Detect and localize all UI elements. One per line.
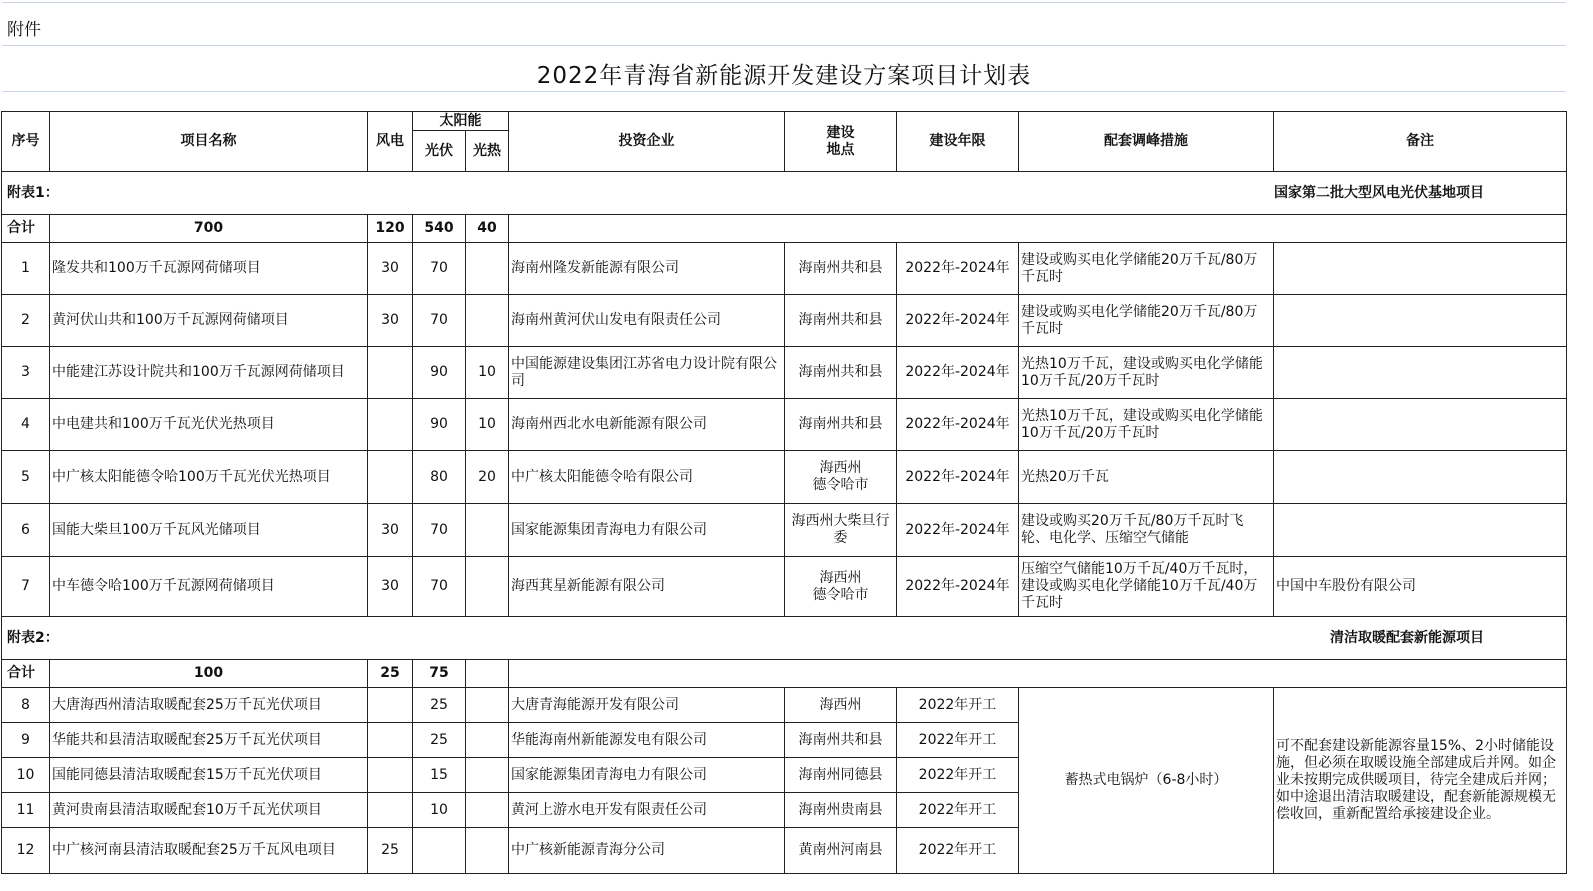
header-solar-thermal: 光热	[466, 131, 509, 172]
cell-pv: 15	[413, 758, 466, 793]
cell-remarks	[1274, 347, 1567, 399]
cell-seq: 3	[2, 347, 50, 399]
cell-pv: 25	[413, 723, 466, 758]
cell-period: 2022年-2024年	[897, 451, 1019, 504]
cell-remarks	[1274, 504, 1567, 557]
cell-wind	[368, 399, 413, 451]
cell-period: 2022年开工	[897, 723, 1019, 758]
cell-pv: 25	[413, 688, 466, 723]
table-row	[2, 243, 1567, 295]
table-row	[2, 399, 1567, 451]
cell-investor: 海南州隆发新能源有限公司	[509, 243, 785, 295]
cell-thermal	[466, 243, 509, 295]
header-period: 建设年限	[897, 112, 1019, 172]
cell-pv: 70	[413, 295, 466, 347]
cell-wind: 30	[368, 243, 413, 295]
cell-seq: 11	[2, 793, 50, 828]
total-project: 700	[50, 215, 368, 243]
cell-period: 2022年开工	[897, 688, 1019, 723]
cell-thermal: 10	[466, 399, 509, 451]
cell-location: 海西州 德令哈市	[785, 451, 897, 504]
cell-wind: 30	[368, 557, 413, 617]
table-row	[2, 504, 1567, 557]
cell-pv: 70	[413, 504, 466, 557]
attachment-label: 附件	[7, 20, 41, 40]
cell-period: 2022年-2024年	[897, 504, 1019, 557]
cell-project-name: 黄河伏山共和100万千瓦源网荷储项目	[50, 295, 368, 347]
cell-investor: 海南州西北水电新能源有限公司	[509, 399, 785, 451]
cell-project-name: 黄河贵南县清洁取暖配套10万千瓦光伏项目	[50, 793, 368, 828]
cell-measures: 压缩空气储能10万千瓦/40万千瓦时，建设或购买电化学储能10万千瓦/40万千瓦时	[1019, 557, 1274, 617]
cell-thermal	[466, 504, 509, 557]
cell-measures: 建设或购买20万千瓦/80万千瓦时飞轮、电化学、压缩空气储能	[1019, 504, 1274, 557]
cell-location: 海南州共和县	[785, 399, 897, 451]
cell-pv: 70	[413, 243, 466, 295]
table-row	[2, 557, 1567, 617]
cell-investor: 海南州黄河伏山发电有限责任公司	[509, 295, 785, 347]
section1-header-row	[2, 172, 1567, 215]
table-row	[2, 451, 1567, 504]
cell-measures: 光热10万千瓦，建设或购买电化学储能10万千瓦/20万千瓦时	[1019, 347, 1274, 399]
cell-seq: 8	[2, 688, 50, 723]
cell-project-name: 国能大柴旦100万千瓦风光储项目	[50, 504, 368, 557]
total-thermal: 40	[466, 215, 509, 243]
cell-remarks	[1274, 451, 1567, 504]
page-title: 2022年青海省新能源开发建设方案项目计划表	[536, 63, 1032, 89]
cell-pv: 90	[413, 347, 466, 399]
table-body	[2, 112, 1567, 874]
cell-seq: 9	[2, 723, 50, 758]
cell-remarks	[1274, 243, 1567, 295]
section2-label: 附表2：	[2, 617, 785, 660]
attachment-row	[2, 2, 1566, 46]
section1-total-row	[2, 215, 1567, 243]
header-solar: 太阳能	[413, 112, 509, 131]
cell-measures: 建设或购买电化学储能20万千瓦/80万千瓦时	[1019, 243, 1274, 295]
cell-investor: 中广核新能源青海分公司	[509, 828, 785, 874]
cell-remarks	[1274, 295, 1567, 347]
cell-measures-merged: 蓄热式电锅炉（6-8小时）	[1019, 688, 1274, 874]
cell-project-name: 中车德令哈100万千瓦源网荷储项目	[50, 557, 368, 617]
cell-wind	[368, 451, 413, 504]
cell-wind	[368, 688, 413, 723]
cell-location: 海南州共和县	[785, 295, 897, 347]
cell-wind: 25	[368, 828, 413, 874]
cell-seq: 1	[2, 243, 50, 295]
cell-pv: 80	[413, 451, 466, 504]
cell-location: 海南州贵南县	[785, 793, 897, 828]
cell-wind	[368, 347, 413, 399]
header-pv: 光伏	[413, 131, 466, 172]
cell-location: 黄南州河南县	[785, 828, 897, 874]
cell-location: 海南州共和县	[785, 243, 897, 295]
cell-wind	[368, 758, 413, 793]
title-row	[2, 47, 1566, 92]
cell-thermal: 10	[466, 347, 509, 399]
cell-seq: 12	[2, 828, 50, 874]
cell-remarks	[1274, 399, 1567, 451]
header-peak-measures: 配套调峰措施	[1019, 112, 1274, 172]
header-location: 建设 地点	[785, 112, 897, 172]
cell-project-name: 中广核河南县清洁取暖配套25万千瓦风电项目	[50, 828, 368, 874]
header-wind: 风电	[368, 112, 413, 172]
table-row	[2, 295, 1567, 347]
cell-period: 2022年-2024年	[897, 557, 1019, 617]
cell-location: 海西州大柴旦行委	[785, 504, 897, 557]
cell-measures: 建设或购买电化学储能20万千瓦/80万千瓦时	[1019, 295, 1274, 347]
cell-thermal	[466, 688, 509, 723]
cell-remarks-merged: 可不配套建设新能源容量15%、2小时储能设施，但必须在取暖设施全部建成后并网。如企业未按期完成供暖项目，待完全建成后并网；如中途退出清洁取暖建设，配套新能源规模无偿收回，重新配置给承接建设企业。	[1274, 688, 1567, 874]
cell-thermal	[466, 723, 509, 758]
cell-seq: 6	[2, 504, 50, 557]
cell-location: 海西州 德令哈市	[785, 557, 897, 617]
cell-measures: 光热10万千瓦，建设或购买电化学储能10万千瓦/20万千瓦时	[1019, 399, 1274, 451]
cell-investor: 海西萁星新能源有限公司	[509, 557, 785, 617]
cell-thermal	[466, 557, 509, 617]
total-rest	[509, 215, 1567, 243]
cell-wind	[368, 723, 413, 758]
cell-wind: 30	[368, 504, 413, 557]
cell-period: 2022年开工	[897, 828, 1019, 874]
cell-pv: 90	[413, 399, 466, 451]
cell-seq: 4	[2, 399, 50, 451]
cell-investor: 大唐青海能源开发有限公司	[509, 688, 785, 723]
cell-location: 海西州	[785, 688, 897, 723]
cell-investor: 中广核太阳能德令哈有限公司	[509, 451, 785, 504]
cell-investor: 中国能源建设集团江苏省电力设计院有限公司	[509, 347, 785, 399]
cell-thermal	[466, 828, 509, 874]
cell-project-name: 大唐海西州清洁取暖配套25万千瓦光伏项目	[50, 688, 368, 723]
cell-seq: 2	[2, 295, 50, 347]
cell-thermal: 20	[466, 451, 509, 504]
cell-project-name: 华能共和县清洁取暖配套25万千瓦光伏项目	[50, 723, 368, 758]
cell-investor: 黄河上游水电开发有限责任公司	[509, 793, 785, 828]
total-pv: 75	[413, 660, 466, 688]
total-rest	[509, 660, 1567, 688]
cell-investor: 国家能源集团青海电力有限公司	[509, 758, 785, 793]
cell-thermal	[466, 758, 509, 793]
total-wind: 120	[368, 215, 413, 243]
cell-period: 2022年开工	[897, 793, 1019, 828]
cell-project-name: 国能同德县清洁取暖配套15万千瓦光伏项目	[50, 758, 368, 793]
header-row-1	[2, 112, 1567, 131]
cell-project-name: 中能建江苏设计院共和100万千瓦源网荷储项目	[50, 347, 368, 399]
cell-period: 2022年开工	[897, 758, 1019, 793]
cell-investor: 国家能源集团青海电力有限公司	[509, 504, 785, 557]
cell-period: 2022年-2024年	[897, 295, 1019, 347]
total-project: 100	[50, 660, 368, 688]
cell-remarks: 中国中车股份有限公司	[1274, 557, 1567, 617]
cell-wind: 30	[368, 295, 413, 347]
section1-label: 附表1：	[2, 172, 785, 215]
cell-project-name: 隆发共和100万千瓦源网荷储项目	[50, 243, 368, 295]
total-wind: 25	[368, 660, 413, 688]
header-remarks: 备注	[1274, 112, 1567, 172]
section2-total-row	[2, 660, 1567, 688]
cell-period: 2022年-2024年	[897, 243, 1019, 295]
cell-location: 海南州共和县	[785, 723, 897, 758]
cell-investor: 华能海南州新能源发电有限公司	[509, 723, 785, 758]
cell-pv: 70	[413, 557, 466, 617]
cell-seq: 10	[2, 758, 50, 793]
section2-name: 清洁取暖配套新能源项目	[785, 617, 1567, 660]
header-seq: 序号	[2, 112, 50, 172]
cell-period: 2022年-2024年	[897, 399, 1019, 451]
cell-pv	[413, 828, 466, 874]
project-plan-table	[1, 111, 1567, 874]
total-label: 合计	[2, 660, 50, 688]
total-thermal	[466, 660, 509, 688]
cell-thermal	[466, 793, 509, 828]
cell-location: 海南州同德县	[785, 758, 897, 793]
cell-seq: 5	[2, 451, 50, 504]
cell-location: 海南州共和县	[785, 347, 897, 399]
table-row	[2, 688, 1567, 723]
total-pv: 540	[413, 215, 466, 243]
cell-seq: 7	[2, 557, 50, 617]
section2-header-row	[2, 617, 1567, 660]
header-project-name: 项目名称	[50, 112, 368, 172]
table-row	[2, 347, 1567, 399]
section1-name: 国家第二批大型风电光伏基地项目	[785, 172, 1567, 215]
cell-pv: 10	[413, 793, 466, 828]
cell-project-name: 中广核太阳能德令哈100万千瓦光伏光热项目	[50, 451, 368, 504]
cell-measures: 光热20万千瓦	[1019, 451, 1274, 504]
cell-project-name: 中电建共和100万千瓦光伏光热项目	[50, 399, 368, 451]
cell-wind	[368, 793, 413, 828]
total-label: 合计	[2, 215, 50, 243]
cell-period: 2022年-2024年	[897, 347, 1019, 399]
cell-thermal	[466, 295, 509, 347]
header-investor: 投资企业	[509, 112, 785, 172]
